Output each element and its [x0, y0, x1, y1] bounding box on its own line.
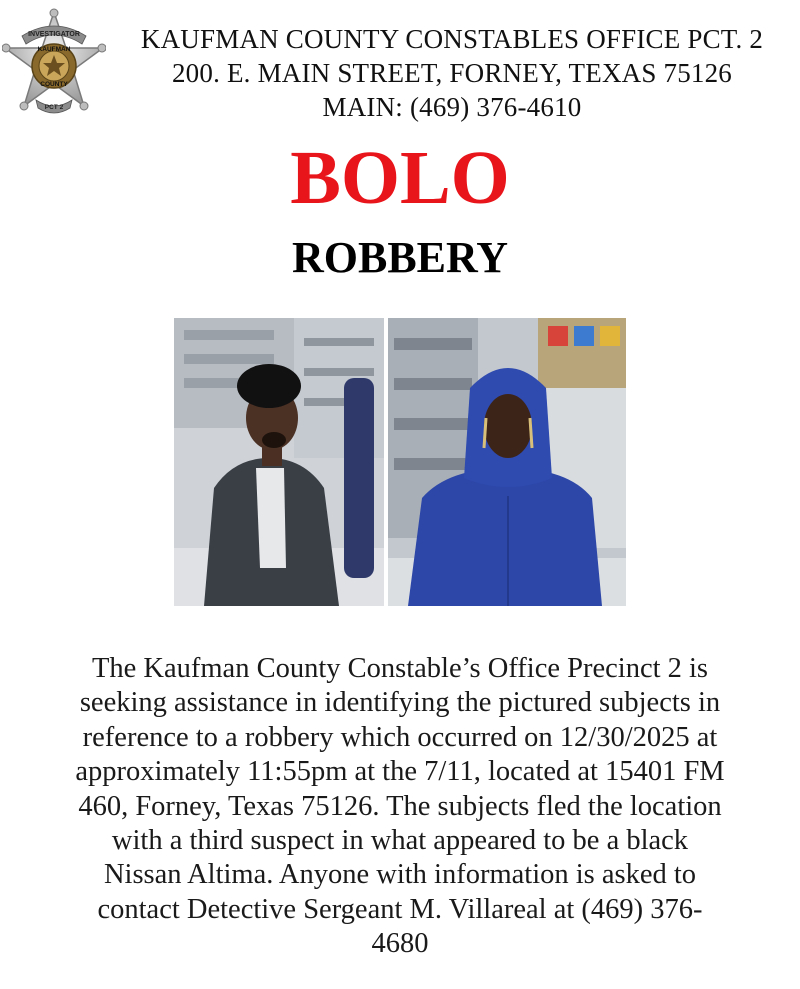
surveillance-photos [174, 318, 626, 606]
office-header [112, 22, 792, 124]
surveillance-photo-subject-1 [174, 318, 384, 606]
badge-top-text: INVESTIGATOR [28, 31, 80, 38]
notice-line: with a third suspect in what appeared to be a black [111, 825, 689, 857]
constable-badge-icon [2, 8, 106, 128]
notice-body [28, 652, 772, 962]
notice-line: contact Detective Sergeant M. Villareal at (469) 376- [97, 893, 703, 925]
badge-ring-bottom: COUNTY [40, 81, 68, 88]
badge-tail-text: PCT 2 [44, 104, 64, 111]
office-address: 200. E. MAIN STREET, FORNEY, TEXAS 75126 [171, 58, 733, 88]
notice-line: 4680 [371, 928, 429, 960]
office-phone: MAIN: (469) 376-4610 [322, 92, 582, 122]
bolo-title: BOLO [290, 136, 510, 220]
offense-title: ROBBERY [291, 233, 509, 282]
notice-line: 460, Forney, Texas 75126. The subjects fled the location [78, 790, 722, 822]
notice-line: seeking assistance in identifying the pictured subjects in [79, 687, 721, 719]
notice-line: approximately 11:55pm at the 7/11, located at 15401 FM [75, 756, 725, 788]
notice-line: Nissan Altima. Anyone with information is asked to [103, 859, 697, 891]
surveillance-photo-subject-2 [388, 318, 626, 606]
office-name: KAUFMAN COUNTY CONSTABLES OFFICE PCT. 2 [140, 24, 764, 54]
badge-ring-text: KAUFMAN [37, 46, 71, 53]
notice-line: reference to a robbery which occurred on 12/30/2025 at [82, 721, 718, 753]
notice-line: The Kaufman County Constable’s Office Precinct 2 is [91, 653, 709, 684]
